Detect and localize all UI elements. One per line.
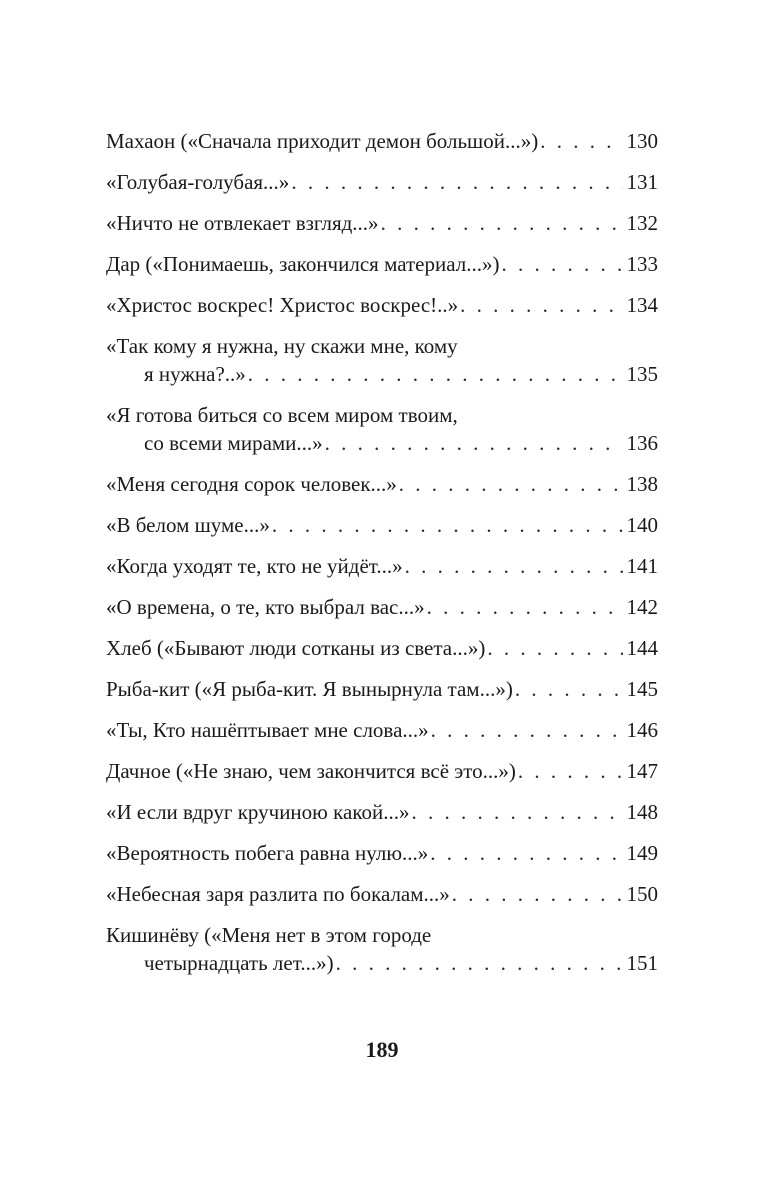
toc-entry-title: «Небесная заря разлита по бокалам...» bbox=[106, 882, 450, 906]
toc-entry-title: Рыба-кит («Я рыба-кит. Я вынырнула там...») bbox=[106, 677, 513, 701]
toc-entry bbox=[106, 210, 658, 236]
dot-leader bbox=[518, 758, 623, 784]
toc-entry-title: Хлеб («Бывают люди сотканы из света...») bbox=[106, 636, 486, 660]
toc-entry-page: 132 bbox=[626, 211, 658, 235]
dot-leader bbox=[381, 210, 623, 236]
dot-leader bbox=[336, 950, 623, 976]
toc-entry-page: 140 bbox=[626, 513, 658, 537]
toc-entry-title: «Христос воскрес! Христос воскрес!..» bbox=[106, 293, 459, 317]
toc-entry-page: 141 bbox=[626, 554, 658, 578]
toc-entry-title: «Ты, Кто нашёптывает мне слова...» bbox=[106, 718, 429, 742]
dot-leader bbox=[501, 251, 622, 277]
toc-entry-title: Дар («Понимаешь, закончился материал...») bbox=[106, 252, 500, 276]
dot-leader bbox=[405, 553, 623, 579]
dot-leader bbox=[427, 594, 623, 620]
toc-entry bbox=[106, 402, 658, 456]
toc-entry bbox=[106, 292, 658, 318]
toc-entry bbox=[106, 471, 658, 497]
toc-entry-page: 136 bbox=[626, 431, 658, 455]
toc-entry-title-line1: Кишинёву («Меня нет в этом городе bbox=[106, 923, 432, 947]
toc-entry-page: 142 bbox=[626, 595, 658, 619]
toc-entry-page: 145 bbox=[626, 677, 658, 701]
toc-entry-title: «Голубая-голубая...» bbox=[106, 170, 290, 194]
toc-entry bbox=[106, 333, 658, 387]
toc-entry bbox=[106, 512, 658, 538]
dot-leader bbox=[430, 840, 622, 866]
toc-entry bbox=[106, 676, 658, 702]
dot-leader bbox=[460, 292, 622, 318]
page-number: 189 bbox=[365, 1037, 399, 1062]
toc-entry-page: 147 bbox=[626, 759, 658, 783]
toc-entry-title: я нужна?..» bbox=[144, 362, 246, 386]
dot-leader bbox=[411, 799, 622, 825]
dot-leader bbox=[515, 676, 623, 702]
dot-leader bbox=[325, 430, 623, 456]
toc-entry bbox=[106, 169, 658, 195]
toc-entry-title: «О времена, о те, кто выбрал вас...» bbox=[106, 595, 425, 619]
toc-entry-title: «Вероятность побега равна нулю...» bbox=[106, 841, 429, 865]
toc-entry-page: 146 bbox=[626, 718, 658, 742]
toc-entry-title: четырнадцать лет...») bbox=[144, 951, 334, 975]
toc-entry-page: 138 bbox=[626, 472, 658, 496]
table-of-contents bbox=[106, 128, 658, 991]
toc-entry-title-line1: «Так кому я нужна, ну скажи мне, кому bbox=[106, 334, 458, 358]
toc-entry-page: 148 bbox=[626, 800, 658, 824]
toc-entry-page: 133 bbox=[626, 252, 658, 276]
dot-leader bbox=[452, 881, 623, 907]
dot-leader bbox=[399, 471, 623, 497]
toc-entry-page: 150 bbox=[626, 882, 658, 906]
toc-entry bbox=[106, 635, 658, 661]
dot-leader bbox=[291, 169, 622, 195]
toc-entry-page: 131 bbox=[626, 170, 658, 194]
toc-entry bbox=[106, 128, 658, 154]
toc-entry bbox=[106, 594, 658, 620]
toc-entry bbox=[106, 881, 658, 907]
toc-entry-title: «Меня сегодня сорок человек...» bbox=[106, 472, 397, 496]
toc-entry bbox=[106, 251, 658, 277]
toc-entry-page: 144 bbox=[626, 636, 658, 660]
toc-entry-title: «Ничто не отвлекает взгляд...» bbox=[106, 211, 379, 235]
toc-entry bbox=[106, 922, 658, 976]
toc-entry-title-line1: «Я готова биться со всем миром твоим, bbox=[106, 403, 458, 427]
toc-entry bbox=[106, 717, 658, 743]
toc-entry-title: «И если вдруг кручиною какой...» bbox=[106, 800, 410, 824]
dot-leader bbox=[272, 512, 623, 538]
dot-leader bbox=[487, 635, 622, 661]
toc-entry bbox=[106, 553, 658, 579]
toc-entry-title: «В белом шуме...» bbox=[106, 513, 270, 537]
dot-leader bbox=[248, 361, 623, 387]
toc-entry-page: 149 bbox=[626, 841, 658, 865]
toc-entry-title: со всеми мирами...» bbox=[144, 431, 323, 455]
dot-leader bbox=[540, 128, 622, 154]
toc-entry-page: 130 bbox=[626, 129, 658, 153]
toc-entry bbox=[106, 758, 658, 784]
dot-leader bbox=[431, 717, 623, 743]
toc-entry-title: «Когда уходят те, кто не уйдёт...» bbox=[106, 554, 403, 578]
toc-entry-page: 135 bbox=[626, 362, 658, 386]
toc-entry bbox=[106, 840, 658, 866]
toc-entry-title: Махаон («Сначала приходит демон большой...») bbox=[106, 129, 539, 153]
toc-entry-page: 134 bbox=[626, 293, 658, 317]
toc-entry-title: Дачное («Не знаю, чем закончится всё это...») bbox=[106, 759, 516, 783]
toc-entry-page: 151 bbox=[626, 951, 658, 975]
toc-entry bbox=[106, 799, 658, 825]
